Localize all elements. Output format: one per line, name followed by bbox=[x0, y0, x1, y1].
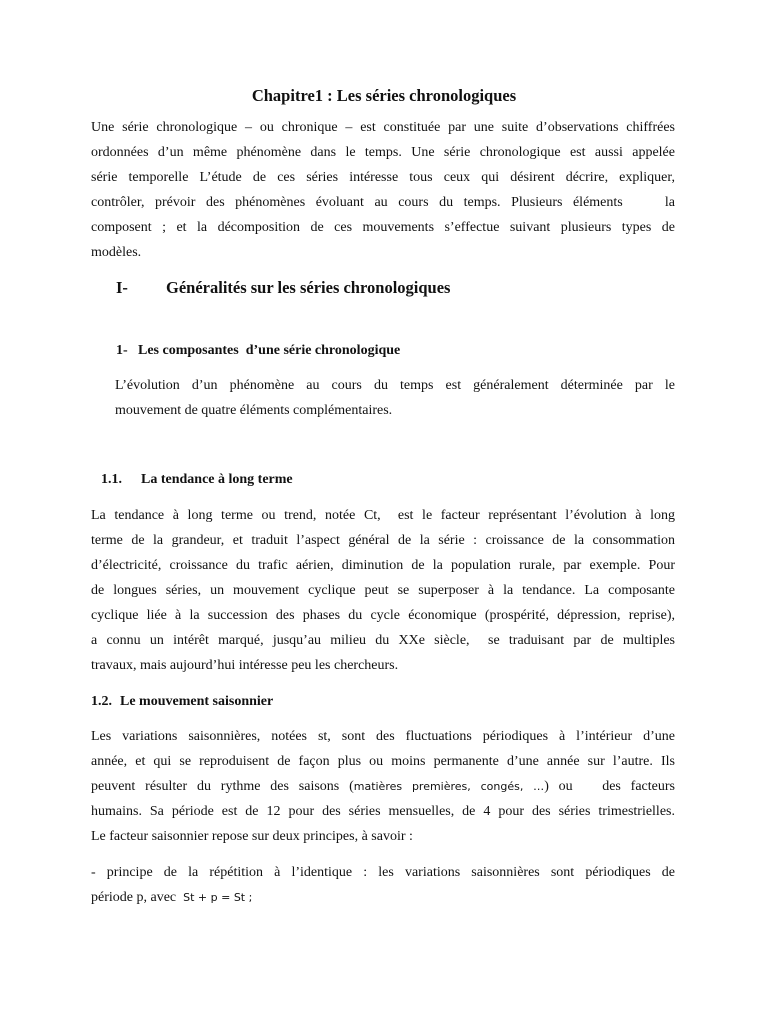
subsection-heading bbox=[116, 343, 400, 359]
intro-paragraph bbox=[91, 115, 675, 265]
seasonal-line: Les variations saisonnières, notées st, sont des fluctuations périodiques à l’intérieur d’une bbox=[91, 729, 675, 744]
chapter-title: Chapitre1 : Les séries chronologiques bbox=[251, 86, 517, 105]
seasonal-line bbox=[91, 774, 675, 799]
trend-heading bbox=[101, 472, 293, 488]
principle-paragraph bbox=[91, 860, 675, 910]
seasonal-number: 1.2. bbox=[91, 694, 112, 709]
seasonal-line-part: ) ou des facteurs bbox=[544, 779, 675, 794]
trend-line: terme de la grandeur, et traduit l’aspect général de la série : croissance de la consommation bbox=[91, 533, 675, 548]
trend-title: La tendance à long terme bbox=[141, 472, 293, 487]
components-line: mouvement de quatre éléments complémentaires. bbox=[115, 403, 393, 418]
seasonal-heading bbox=[91, 694, 273, 710]
subsection-title: Les composantes d’une série chronologique bbox=[138, 343, 401, 358]
section-heading bbox=[116, 278, 450, 298]
section-number: I- bbox=[116, 278, 128, 297]
trend-line: La tendance à long terme ou trend, notée Ct, est le facteur représentant l’évolution à long bbox=[91, 508, 675, 523]
intro-line: Une série chronologique – ou chronique – est constituée par une suite d’observations chiffrées bbox=[91, 120, 675, 135]
trend-line: travaux, mais aujourd’hui intéresse peu les chercheurs. bbox=[91, 658, 399, 673]
principle-line bbox=[91, 885, 675, 910]
trend-line: a connu un intérêt marqué, jusqu’au milieu du XXe siècle, se traduisant par de multiples bbox=[91, 633, 675, 648]
seasonal-line: année, et qui se reproduisent de façon plus ou moins permanente d’une année sur l’autre. Ils bbox=[91, 754, 675, 769]
principle-formula: St + p = St ; bbox=[183, 891, 253, 904]
trend-line: cyclique liée à la succession des phases du cycle économique (prospérité, dépression, reprise), bbox=[91, 608, 675, 623]
principle-text: période p, avec bbox=[91, 890, 184, 905]
seasonal-examples: matières premières, congés, … bbox=[353, 780, 545, 793]
trend-line: d’électricité, croissance du trafic aérien, diminution de la population rurale, par exemple. Pour bbox=[91, 558, 675, 573]
principle-line: - principe de la répétition à l’identique : les variations saisonnières sont périodiques de bbox=[91, 865, 675, 880]
components-line: L’évolution d’un phénomène au cours du temps est généralement déterminée par le bbox=[115, 378, 675, 393]
seasonal-line-part: peuvent résulter du rythme des saisons ( bbox=[91, 779, 354, 794]
trend-paragraph bbox=[91, 503, 675, 678]
intro-line: contrôler, prévoir des phénomènes évoluant au cours du temps. Plusieurs éléments la bbox=[91, 195, 675, 210]
intro-line: composent ; et la décomposition de ces mouvements s’effectue suivant plusieurs types de bbox=[91, 220, 675, 235]
subsection-number: 1- bbox=[116, 343, 128, 358]
intro-line: ordonnées d’un même phénomène dans le temps. Une série chronologique est aussi appelée bbox=[91, 145, 675, 160]
trend-number: 1.1. bbox=[101, 472, 122, 487]
seasonal-line: humains. Sa période est de 12 pour des séries mensuelles, de 4 pour des séries trimestrielles. bbox=[91, 804, 675, 819]
intro-line: modèles. bbox=[91, 245, 142, 260]
section-title: Généralités sur les séries chronologiques bbox=[166, 278, 451, 297]
seasonal-paragraph bbox=[91, 724, 675, 849]
components-paragraph bbox=[115, 373, 675, 423]
seasonal-title: Le mouvement saisonnier bbox=[120, 694, 274, 709]
trend-line: de longues séries, un mouvement cyclique peut se superposer à la tendance. La composante bbox=[91, 583, 675, 598]
intro-line: série temporelle L’étude de ces séries intéresse tous ceux qui désirent décrire, expliquer, bbox=[91, 170, 675, 185]
seasonal-line: Le facteur saisonnier repose sur deux principes, à savoir : bbox=[91, 829, 413, 844]
